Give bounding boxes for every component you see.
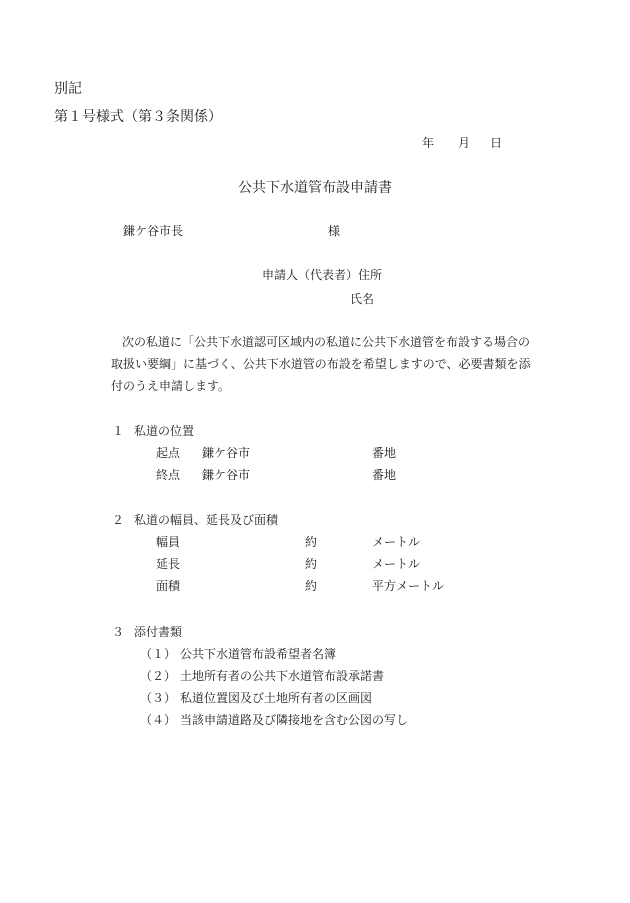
addressee-name: 鎌ケ谷市長 <box>123 224 184 238</box>
section2-row-label: 幅員 <box>156 535 181 549</box>
applicant-name-label: 氏名 <box>350 292 375 306</box>
section3-heading: 添付書類 <box>134 625 183 639</box>
body-line-1: 次の私道に「公共下水道認可区域内の私道に公共下水道管を布設する場合の <box>122 335 531 349</box>
attachment-item-text: 当該申請道路及び隣接地を含む公図の写し <box>180 713 409 727</box>
attachment-item-number: （２） <box>140 669 177 683</box>
section2-row-label: 延長 <box>156 557 181 571</box>
date-year: 年 <box>422 136 435 150</box>
section1-row-city: 鎌ケ谷市 <box>202 468 251 482</box>
section2-row-approx: 約 <box>305 535 318 549</box>
body-line-3: 付のうえ申請します。 <box>111 379 231 393</box>
section1-row-label: 終点 <box>156 468 181 482</box>
section2-row-unit: メートル <box>372 535 421 549</box>
section1-row-unit: 番地 <box>372 468 397 482</box>
form-number: 第１号様式（第３条関係） <box>54 109 222 125</box>
applicant-address-label: 申請人（代表者）住所 <box>262 268 383 282</box>
section2-row-approx: 約 <box>305 557 318 571</box>
section1-row-city: 鎌ケ谷市 <box>202 446 251 460</box>
section1-heading: 私道の位置 <box>134 424 195 438</box>
attachment-item-number: （１） <box>140 647 177 661</box>
date-day: 日 <box>490 136 503 150</box>
section1-row-unit: 番地 <box>372 446 397 460</box>
section2-row-label: 面積 <box>156 579 181 593</box>
page-title: 公共下水道管布設申請書 <box>238 180 392 196</box>
section1-number: １ <box>112 424 125 438</box>
attachment-item-text: 土地所有者の公共下水道管布設承諾書 <box>180 669 385 683</box>
section2-row-approx: 約 <box>305 579 318 593</box>
attachment-item-number: （３） <box>140 691 177 705</box>
section2-row-unit: メートル <box>372 557 421 571</box>
addressee-honorific: 様 <box>328 224 341 238</box>
section2-row-unit: 平方メートル <box>372 579 445 593</box>
attachment-item-text: 私道位置図及び土地所有者の区画図 <box>180 691 373 705</box>
attachment-item-number: （４） <box>140 713 177 727</box>
section2-heading: 私道の幅員、延長及び面積 <box>134 513 279 527</box>
appendix-label: 別記 <box>54 81 82 97</box>
section3-number: ３ <box>112 625 125 639</box>
date-month: 月 <box>458 136 471 150</box>
section1-row-label: 起点 <box>156 446 181 460</box>
body-line-2: 取扱い要綱」に基づく、公共下水道管の布設を希望しますので、必要書類を添 <box>111 357 531 371</box>
attachment-item-text: 公共下水道管布設希望者名簿 <box>180 647 337 661</box>
section2-number: ２ <box>112 513 125 527</box>
